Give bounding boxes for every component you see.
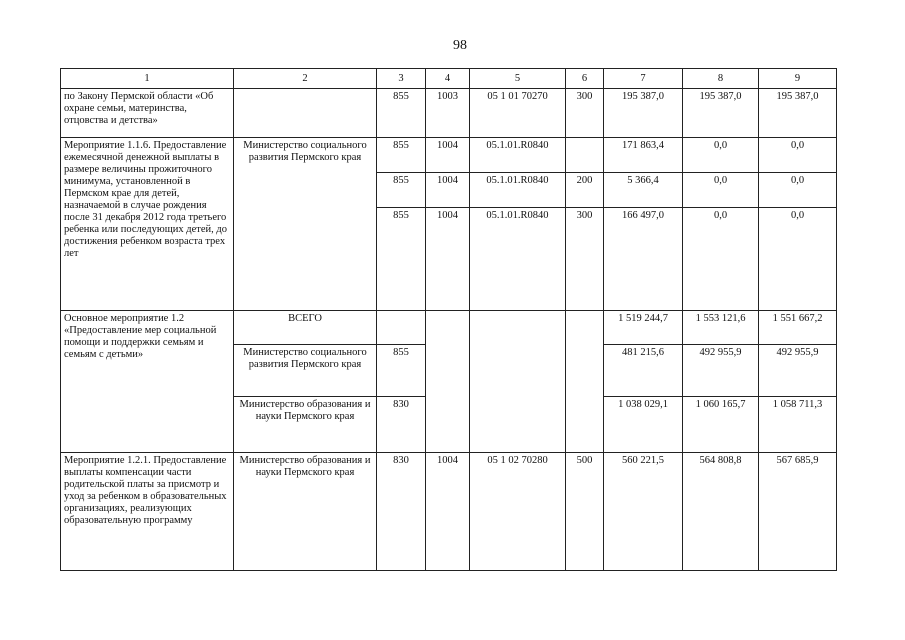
cell-c3: 855 bbox=[377, 138, 426, 173]
table-row bbox=[61, 89, 837, 138]
cell-c6: 300 bbox=[566, 89, 604, 138]
cell-c7: 1 519 244,7 bbox=[604, 311, 683, 345]
row-organization: Министерство образования и науки Пермского края bbox=[234, 397, 377, 453]
column-header: 9 bbox=[759, 69, 837, 89]
cell-c5: 05.1.01.R0840 bbox=[470, 138, 566, 173]
cell-c7: 166 497,0 bbox=[604, 208, 683, 311]
cell-c5 bbox=[470, 311, 566, 453]
cell-c8: 195 387,0 bbox=[683, 89, 759, 138]
row-organization: Министерство социального развития Пермского края bbox=[234, 138, 377, 311]
cell-c7: 481 215,6 bbox=[604, 345, 683, 397]
page-number: 98 bbox=[453, 38, 467, 53]
column-header: 5 bbox=[470, 69, 566, 89]
column-header: 1 bbox=[61, 69, 234, 89]
cell-c3: 855 bbox=[377, 89, 426, 138]
row-description: Мероприятие 1.2.1. Предоставление выплаты компенсации части родительской платы за присмотр и уход за ребенком в образовательных организациях, реализующих образовательную программу bbox=[61, 453, 234, 571]
cell-c3: 855 bbox=[377, 345, 426, 397]
cell-c6: 500 bbox=[566, 453, 604, 571]
cell-c9: 1 058 711,3 bbox=[759, 397, 837, 453]
cell-c8: 492 955,9 bbox=[683, 345, 759, 397]
cell-c6 bbox=[566, 311, 604, 453]
cell-c6: 300 bbox=[566, 208, 604, 311]
cell-c3: 830 bbox=[377, 397, 426, 453]
header-row bbox=[61, 69, 837, 89]
cell-c8: 1 060 165,7 bbox=[683, 397, 759, 453]
cell-c8: 0,0 bbox=[683, 138, 759, 173]
cell-c9: 0,0 bbox=[759, 208, 837, 311]
cell-c7: 1 038 029,1 bbox=[604, 397, 683, 453]
column-header: 6 bbox=[566, 69, 604, 89]
cell-c7: 560 221,5 bbox=[604, 453, 683, 571]
cell-c9: 567 685,9 bbox=[759, 453, 837, 571]
column-header: 3 bbox=[377, 69, 426, 89]
cell-c5: 05 1 01 70270 bbox=[470, 89, 566, 138]
cell-c3: 855 bbox=[377, 173, 426, 208]
row-organization: ВСЕГО bbox=[234, 311, 377, 345]
column-header: 7 bbox=[604, 69, 683, 89]
cell-c8: 0,0 bbox=[683, 208, 759, 311]
cell-c8: 0,0 bbox=[683, 173, 759, 208]
cell-c4: 1004 bbox=[426, 208, 470, 311]
table-row bbox=[61, 311, 837, 345]
cell-c3 bbox=[377, 311, 426, 345]
cell-c7: 5 366,4 bbox=[604, 173, 683, 208]
column-header: 2 bbox=[234, 69, 377, 89]
column-header: 8 bbox=[683, 69, 759, 89]
table-row bbox=[61, 138, 837, 173]
cell-c4 bbox=[426, 311, 470, 453]
cell-c8: 564 808,8 bbox=[683, 453, 759, 571]
cell-c4: 1004 bbox=[426, 173, 470, 208]
cell-c5: 05.1.01.R0840 bbox=[470, 173, 566, 208]
cell-c3: 855 bbox=[377, 208, 426, 311]
row-description: Основное мероприятие 1.2 «Предоставление мер социальной помощи и поддержки семьям и семьям с детьми» bbox=[61, 311, 234, 453]
row-organization: Министерство образования и науки Пермского края bbox=[234, 453, 377, 571]
cell-c9: 1 551 667,2 bbox=[759, 311, 837, 345]
cell-c9: 492 955,9 bbox=[759, 345, 837, 397]
cell-c6 bbox=[566, 138, 604, 173]
row-organization bbox=[234, 89, 377, 138]
cell-c4: 1004 bbox=[426, 453, 470, 571]
cell-c3: 830 bbox=[377, 453, 426, 571]
row-description: по Закону Пермской области «Об охране семьи, материнства, отцовства и детства» bbox=[61, 89, 234, 138]
cell-c4: 1004 bbox=[426, 138, 470, 173]
table-row bbox=[61, 453, 837, 571]
row-organization: Министерство социального развития Пермского края bbox=[234, 345, 377, 397]
cell-c6: 200 bbox=[566, 173, 604, 208]
cell-c5: 05 1 02 70280 bbox=[470, 453, 566, 571]
budget-table bbox=[60, 68, 837, 571]
column-header: 4 bbox=[426, 69, 470, 89]
cell-c7: 195 387,0 bbox=[604, 89, 683, 138]
cell-c9: 195 387,0 bbox=[759, 89, 837, 138]
cell-c5: 05.1.01.R0840 bbox=[470, 208, 566, 311]
cell-c4: 1003 bbox=[426, 89, 470, 138]
cell-c9: 0,0 bbox=[759, 173, 837, 208]
cell-c7: 171 863,4 bbox=[604, 138, 683, 173]
cell-c9: 0,0 bbox=[759, 138, 837, 173]
row-description: Мероприятие 1.1.6. Предоставление ежемесячной денежной выплаты в размере величины прожиточного минимума, установленной в Пермском крае для детей, назначаемой в случае рождения после 31 декабря 2012 года третьего ребенка или последующих детей, до достижения ребенком возраста трех лет bbox=[61, 138, 234, 311]
cell-c8: 1 553 121,6 bbox=[683, 311, 759, 345]
